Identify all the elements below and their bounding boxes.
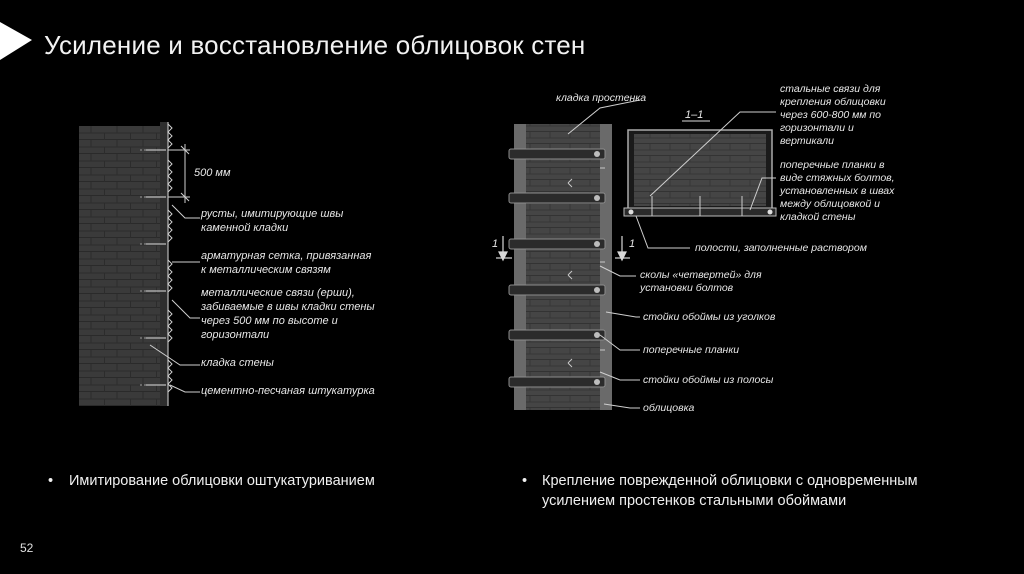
section-1-1	[624, 130, 776, 216]
label-plaster: цементно-песчаная штукатурка	[201, 385, 375, 397]
page-title: Усиление и восстановление облицовок стен	[44, 30, 586, 60]
left-wall-section	[79, 122, 375, 406]
leader-plaster	[170, 385, 200, 392]
pier-masonry	[514, 124, 612, 410]
section-mark: 1–1	[685, 109, 704, 121]
leader-ties	[172, 300, 200, 318]
plaster-layer	[160, 122, 168, 406]
label-chips-2: установки болтов	[640, 282, 734, 294]
label-cross-plates-3: установленных в швах	[780, 185, 895, 197]
dimension-label: 500 мм	[194, 167, 231, 179]
cut-mark-right: 1	[629, 238, 636, 250]
label-rusts-1: русты, имитирующие швы	[201, 208, 344, 220]
label-ties-2: забиваемые в швы кладки стены	[201, 301, 375, 313]
label-masonry: кладка стены	[201, 357, 274, 369]
leader-cavities	[636, 216, 690, 248]
label-ties-1: металлические связи (ерши),	[201, 287, 355, 299]
label-rusts-2: каменной кладки	[201, 222, 289, 234]
label-cross-plates-5: кладкой стены	[780, 211, 856, 223]
label-cross-plates-4: между облицовкой и	[780, 198, 880, 210]
wall-masonry	[79, 126, 163, 406]
cut-mark-left: 1	[492, 238, 499, 250]
label-cross-plates-1: поперечные планки в	[780, 159, 885, 171]
bullet-left-text: Имитирование облицовки оштукатуриванием	[69, 473, 375, 489]
label-facing: облицовка	[643, 402, 695, 414]
bullet-right-text: Крепление поврежденной облицовки с одновременным усилением простенков стальными обоймами	[542, 473, 918, 509]
bullet-marker: •	[522, 473, 528, 489]
leader-rusts	[172, 205, 200, 218]
label-transverse: поперечные планки	[643, 344, 740, 356]
angle-post-left	[514, 124, 526, 410]
bullet-right	[522, 471, 962, 511]
label-cross-plates-2: виде стяжных болтов,	[780, 172, 895, 184]
label-chips-1: сколы «четвертей» для	[640, 269, 762, 281]
label-cavities: полости, заполненные раствором	[695, 242, 867, 254]
right-pier-section	[492, 83, 895, 414]
page-number: 52	[20, 541, 34, 555]
label-steel-ties-2: крепления облицовки	[780, 96, 886, 108]
label-angle-posts: стойки обоймы из уголков	[643, 311, 776, 323]
label-ties-3: через 500 мм по высоте и	[201, 315, 338, 327]
label-pier: кладка простенка	[556, 92, 647, 104]
label-steel-ties-3: через 600-800 мм по	[780, 109, 882, 121]
label-mesh-1: арматурная сетка, привязанная	[201, 250, 372, 262]
label-strip-posts: стойки обоймы из полосы	[643, 374, 774, 386]
label-steel-ties-4: горизонтали и	[780, 122, 854, 134]
dimension-line	[168, 144, 190, 203]
label-steel-ties-1: стальные связи для	[780, 83, 881, 95]
label-steel-ties-5: вертикали	[780, 135, 834, 147]
bullet-left	[48, 471, 468, 491]
label-mesh-2: к металлическим связям	[201, 264, 331, 276]
label-ties-4: горизонтали	[201, 329, 270, 341]
bullet-marker: •	[48, 473, 54, 489]
